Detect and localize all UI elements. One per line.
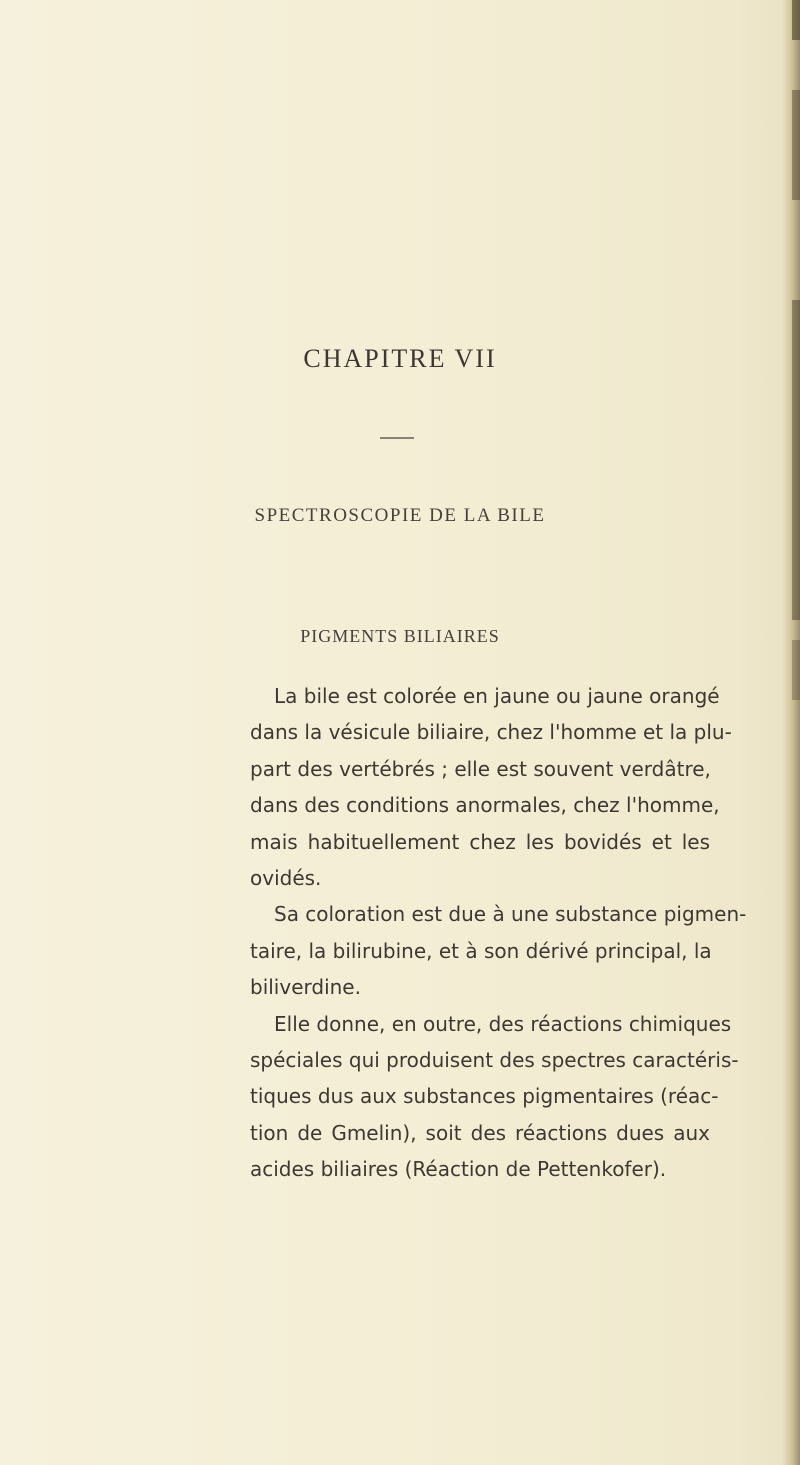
text-line: tion de Gmelin), soit des réactions dues aux <box>250 1120 710 1145</box>
spine-shadow-mark <box>792 0 800 40</box>
text-line: acides biliaires (Réaction de Pettenkofer). <box>250 1157 667 1182</box>
text-line: biliverdine. <box>250 975 361 1000</box>
text-line: ovidés. <box>250 865 322 890</box>
text-line: Sa coloration est due à une substance pigmen- <box>274 902 747 927</box>
page-spine-edge <box>782 0 800 1465</box>
spine-shadow-mark <box>792 640 800 700</box>
spine-shadow-mark <box>792 90 800 200</box>
chapter-subtitle: SPECTROSCOPIE DE LA BILE <box>254 505 546 526</box>
text-line: Elle donne, en outre, des réactions chimiques <box>274 1011 732 1036</box>
body-text <box>250 678 747 1187</box>
text-line: part des vertébrés ; elle est souvent verdâtre, <box>250 756 711 781</box>
text-line: La bile est colorée en jaune ou jaune orangé <box>274 684 720 708</box>
text-line: mais habituellement chez les bovidés et les <box>250 829 710 854</box>
title-divider <box>380 437 414 439</box>
text-line: taire, la bilirubine, et à son dérivé principal, la <box>250 938 712 963</box>
text-line: dans la vésicule biliaire, chez l'homme et la plu- <box>250 720 732 745</box>
chapter-title: CHAPITRE VII <box>303 344 497 373</box>
text-line: dans des conditions anormales, chez l'homme, <box>250 793 720 818</box>
section-heading: PIGMENTS BILIAIRES <box>300 626 500 646</box>
text-line: spéciales qui produisent des spectres caractéris- <box>250 1047 739 1072</box>
text-line: tiques dus aux substances pigmentaires (réac- <box>250 1084 719 1109</box>
